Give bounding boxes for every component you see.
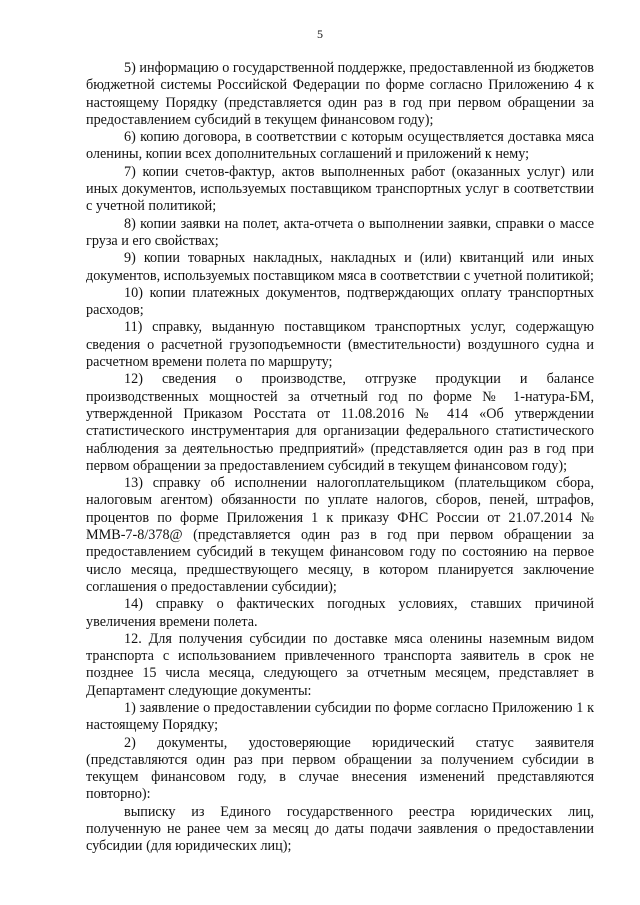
paragraph: 8) копии заявки на полет, акта-отчета о выполнении заявки, справки о массе груза и его свойствах; [86,215,594,249]
paragraph: 7) копии счетов-фактур, актов выполненных работ (оказанных услуг) или иных документов, используемых поставщиком транспортных услуг в соответствии с учетной политикой; [86,163,594,215]
paragraph: 9) копии товарных накладных, накладных и (или) квитанций или иных документов, используемых поставщиком мяса в соответствии с учетной политикой; [86,250,594,284]
paragraph: 1) заявление о предоставлении субсидии по форме согласно Приложению 1 к настоящему Порядку; [86,699,594,734]
page-number: 5 [317,27,323,41]
paragraph: 14) справку о фактических погодных условиях, ставших причиной увеличения времени полета. [86,596,594,630]
paragraph: 2) документы, удостоверяющие юридический статус заявителя (представляются один раз при первом обращении за получением субсидии в текущем финансовом году, в случае внесения изменений представляются повторно): [86,734,594,803]
paragraph: выписку из Единого государственного реестра юридических лиц, полученную не ранее чем за месяц до даты подачи заявления о предоставлении субсидии (для юридических лиц); [86,803,594,855]
paragraph: 12. Для получения субсидии по доставке мяса оленины наземным видом транспорта с использованием привлеченного транспорта заявитель в срок не позднее 15 числа месяца, следующего за отчетным месяцем, представляет в Департамент следующие документы: [86,630,594,699]
paragraph: 12) сведения о производстве, отгрузке продукции и балансе производственных мощностей за отчетный год по форме № 1-натура-БМ, утвержденной Приказом Росстата от 11.08.2016 № 414 «Об утверждении статистического инструментария для организации федерального статистического наблюдения за деятельностью предприятий» (представляется один раз в год при первом обращении за предоставлением субсидий в текущем финансовом году); [86,371,594,474]
paragraph: 11) справку, выданную поставщиком транспортных услуг, содержащую сведения о расчетной грузоподъемности (вместительности) воздушного судна и расчетном времени полета по маршруту; [86,319,594,371]
document-body [86,60,594,856]
paragraph: 10) копии платежных документов, подтверждающих оплату транспортных расходов; [86,284,594,319]
paragraph: 6) копию договора, в соответствии с которым осуществляется доставка мяса оленины, копии всех дополнительных соглашений и приложений к нему; [86,129,594,163]
paragraph: 5) информацию о государственной поддержке, предоставленной из бюджетов бюджетной системы Российской Федерации по форме согласно Приложению 4 к настоящему Порядку (представляется один раз в год при первом обращении за предоставлением субсидий в текущем финансовом году); [86,60,594,128]
paragraph: 13) справку об исполнении налогоплательщиком (плательщиком сбора, налоговым агентом) обязанности по уплате налогов, сборов, пеней, штрафов, процентов по форме Приложения 1 к приказу ФНС России от 21.07.2014 № ММВ-7-8/378@ (представляется один раз в год при первом обращении за предоставлением субсидий в текущем финансовом году по состоянию на первое число месяца, предшествующего месяцу, в котором планируется заключение соглашения о предоставлении субсидии); [86,475,594,595]
